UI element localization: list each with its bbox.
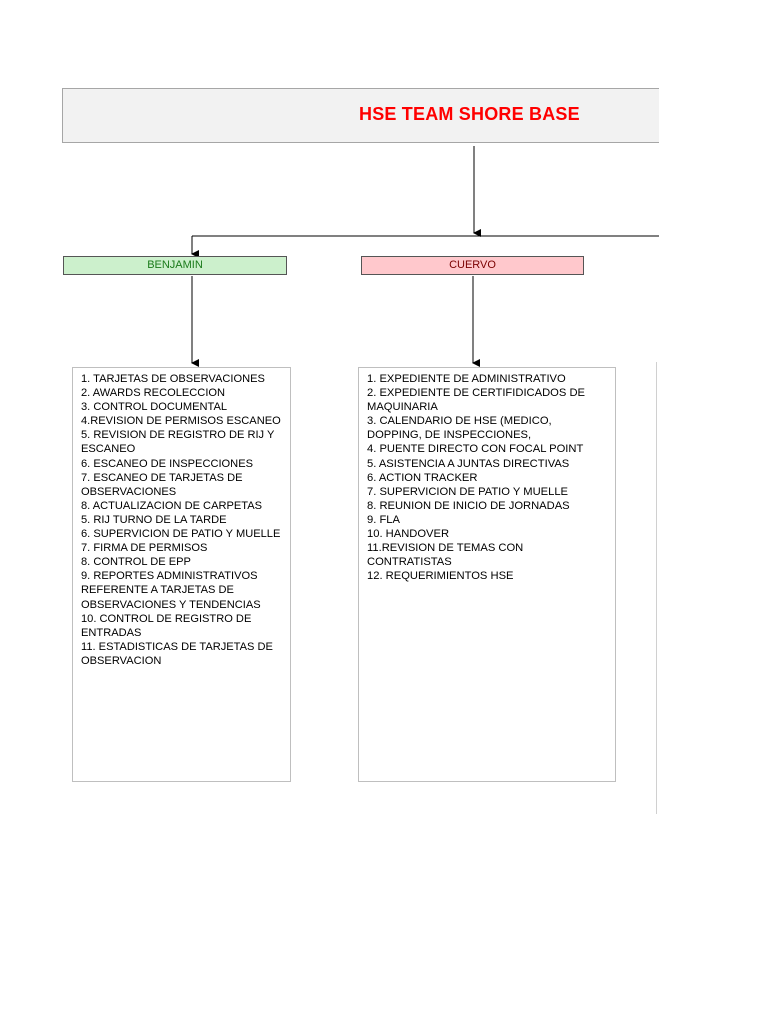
task-item: 7. ESCANEO DE TARJETAS DE OBSERVACIONES bbox=[81, 471, 243, 498]
task-item: 6. ACTION TRACKER bbox=[367, 471, 478, 484]
task-item: 10. CONTROL DE REGISTRO DE ENTRADAS bbox=[81, 612, 252, 639]
task-item: 9. REPORTES ADMINISTRATIVOS REFERENTE A TARJETAS DE OBSERVACIONES Y TENDENCIAS bbox=[81, 570, 261, 611]
task-item: 8. REUNION DE INICIO DE JORNADAS bbox=[367, 499, 570, 512]
task-item: 7. SUPERVICION DE PATIO Y MUELLE bbox=[367, 485, 569, 498]
task-item: 12. REQUERIMIENTOS HSE bbox=[367, 570, 514, 583]
task-item: 3. CONTROL DOCUMENTAL bbox=[81, 401, 228, 414]
task-item: 1. TARJETAS DE OBSERVACIONES bbox=[81, 373, 265, 385]
task-item: 6. ESCANEO DE INSPECCIONES bbox=[81, 457, 253, 470]
task-item: 6. SUPERVICION DE PATIO Y MUELLE bbox=[81, 528, 281, 541]
cuervo-task-box bbox=[358, 367, 616, 782]
task-item: 5. ASISTENCIA A JUNTAS DIRECTIVAS bbox=[367, 457, 570, 470]
task-item: 8. ACTUALIZACION DE CARPETAS bbox=[81, 499, 263, 512]
benjamin-task-list bbox=[81, 372, 282, 668]
task-item: 11. ESTADISTICAS DE TARJETAS DE OBSERVACION bbox=[81, 640, 273, 667]
task-item: 11.REVISION DE TEMAS CON CONTRATISTAS bbox=[367, 542, 524, 569]
task-item: 3. CALENDARIO DE HSE (MEDICO, DOPPING, DE INSPECCIONES, bbox=[367, 415, 552, 442]
task-item: 9. FLA bbox=[367, 513, 400, 526]
node-cuervo: CUERVO bbox=[361, 256, 584, 275]
task-item: 4.REVISION DE PERMISOS ESCANEO 5. REVISION DE REGISTRO DE RIJ Y ESCANEO bbox=[81, 415, 281, 456]
task-item: 4. PUENTE DIRECTO CON FOCAL POINT bbox=[367, 443, 584, 456]
task-item: 2. AWARDS RECOLECCION bbox=[81, 387, 226, 400]
task-item: 2. EXPEDIENTE DE CERTIFIDICADOS DE MAQUINARIA bbox=[367, 387, 585, 414]
task-item: 8. CONTROL DE EPP bbox=[81, 556, 191, 569]
task-item: 10. HANDOVER bbox=[367, 528, 450, 541]
task-item: 1. EXPEDIENTE DE ADMINISTRATIVO bbox=[367, 373, 566, 385]
benjamin-task-box bbox=[72, 367, 291, 782]
task-item: 7. FIRMA DE PERMISOS bbox=[81, 542, 208, 555]
cuervo-task-list bbox=[367, 372, 607, 583]
chart-title: HSE TEAM SHORE BASE bbox=[359, 104, 580, 124]
third-task-box-edge bbox=[656, 362, 657, 814]
node-benjamin: BENJAMIN bbox=[63, 256, 287, 275]
task-item: 5. RIJ TURNO DE LA TARDE bbox=[81, 513, 227, 526]
